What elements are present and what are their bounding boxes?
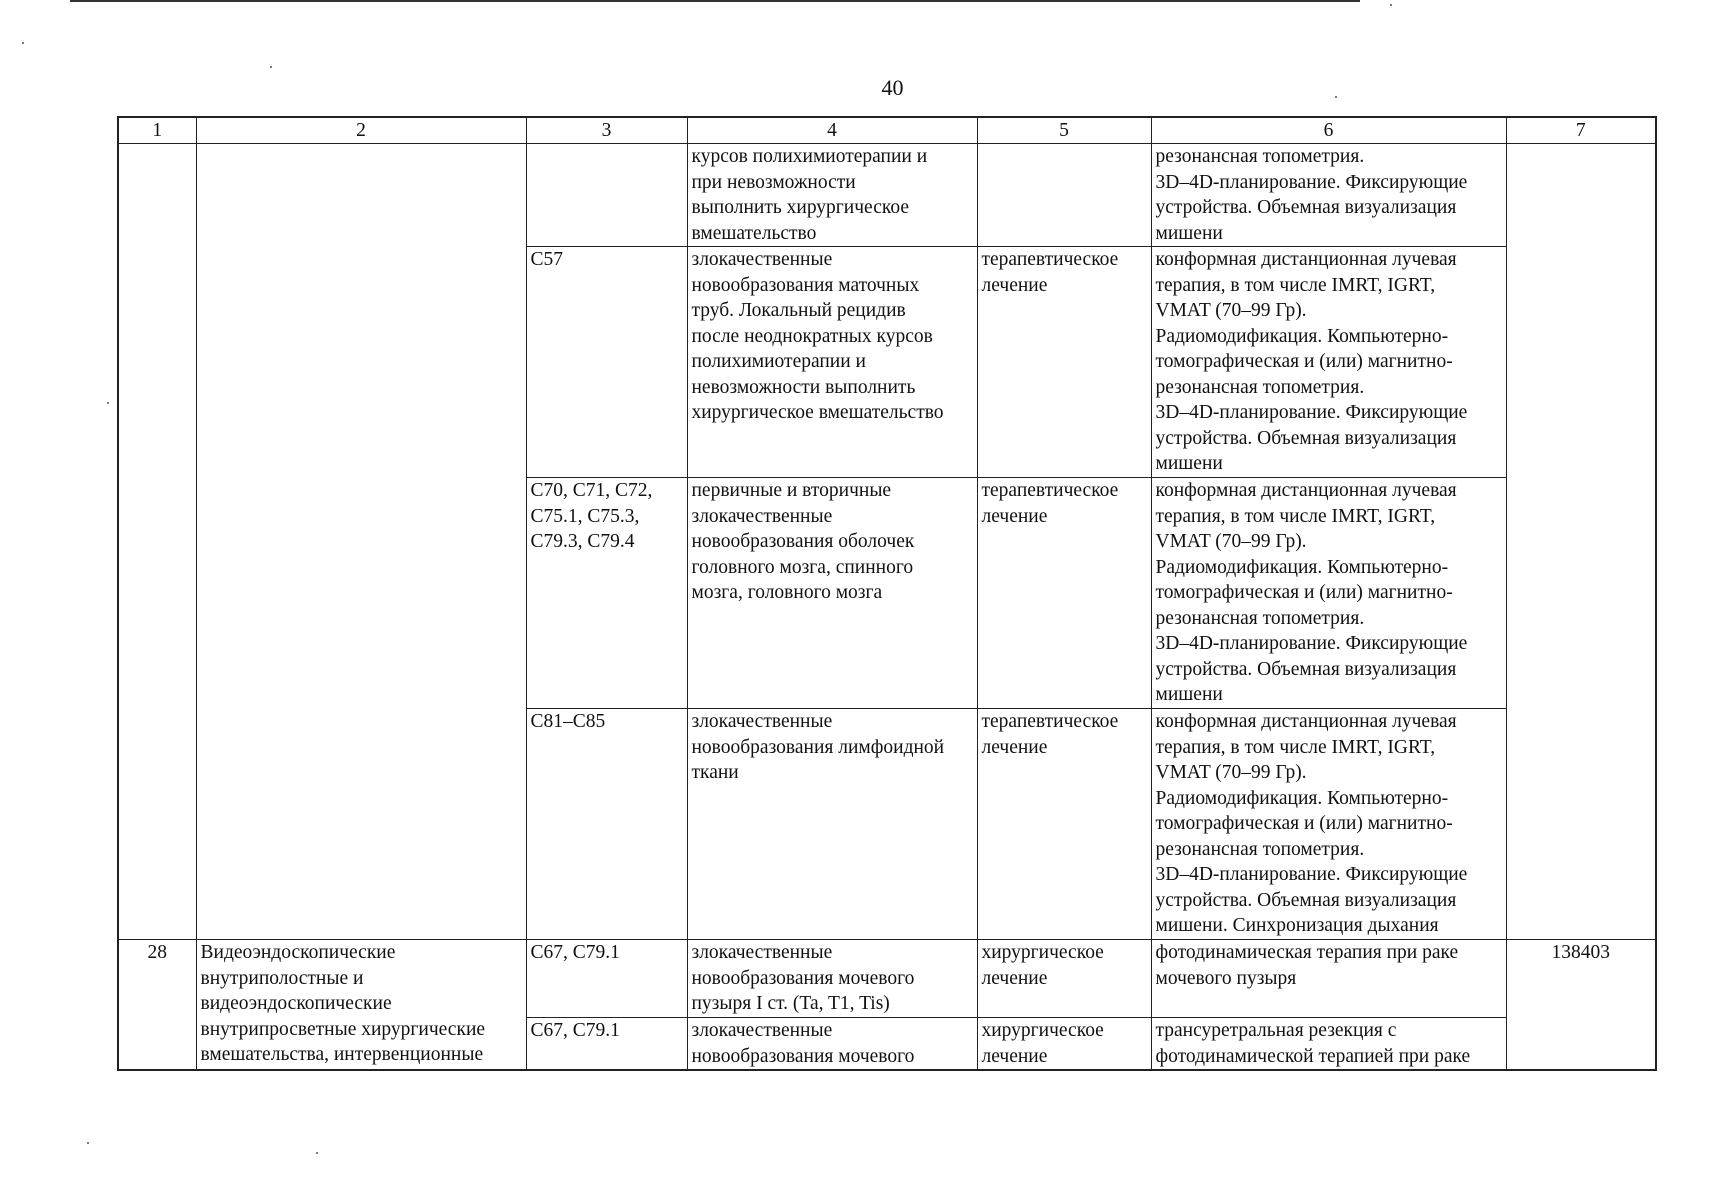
treatment-type-cell: хирургическое лечение <box>977 940 1151 1018</box>
treatment-method-cell: конформная дистанционная лучевая терапия, в том числе IMRT, IGRT, VMAT (70–99 Гр). Радиомодификация. Компьютерно- томографическая и (или) магнитно- резонансная топометрия. 3D–4D-планирование. Фиксирующие устройства. Объемная визуализация мишени. Синхронизация дыхания <box>1151 709 1506 940</box>
intervention-name-cell <box>196 144 526 940</box>
treatment-method-cell: конформная дистанционная лучевая терапия, в том числе IMRT, IGRT, VMAT (70–99 Гр). Радиомодификация. Компьютерно- томографическая и (или) магнитно- резонансная топометрия. 3D–4D-планирование. Фиксирующие устройства. Объемная визуализация мишени <box>1151 247 1506 478</box>
column-number: 3 <box>526 117 687 144</box>
table-row <box>118 144 1656 247</box>
scan-speck <box>87 1142 89 1144</box>
treatment-type-cell: терапевтическое лечение <box>977 247 1151 478</box>
scan-speck <box>1390 4 1392 6</box>
scan-speck <box>107 402 109 404</box>
patient-model-cell: злокачественные новообразования мочевого пузыря I ст. (Ta, T1, Tis) <box>687 940 977 1018</box>
scan-speck <box>270 66 272 68</box>
top-border-line <box>70 0 1360 2</box>
column-number: 4 <box>687 117 977 144</box>
treatment-method-cell: конформная дистанционная лучевая терапия, в том числе IMRT, IGRT, VMAT (70–99 Гр). Радиомодификация. Компьютерно- томографическая и (или) магнитно- резонансная топометрия. 3D–4D-планирование. Фиксирующие устройства. Объемная визуализация мишени <box>1151 478 1506 709</box>
scan-speck <box>22 42 24 44</box>
patient-model-cell: злокачественные новообразования маточных труб. Локальный рецидив после неоднократных курсов полихимиотерапии и невозможности выполнить хирургическое вмешательство <box>687 247 977 478</box>
table-row <box>118 940 1656 1018</box>
treatment-type-cell: терапевтическое лечение <box>977 478 1151 709</box>
column-number-row <box>118 117 1656 144</box>
treatment-type-cell <box>977 144 1151 247</box>
treatment-method-cell: фотодинамическая терапия при раке мочевого пузыря <box>1151 940 1506 1018</box>
treatment-method-cell: резонансная топометрия. 3D–4D-планирование. Фиксирующие устройства. Объемная визуализация мишени <box>1151 144 1506 247</box>
column-number: 5 <box>977 117 1151 144</box>
cost-cell <box>1506 144 1656 940</box>
icd-codes-cell: C81–C85 <box>526 709 687 940</box>
icd-codes-cell: C57 <box>526 247 687 478</box>
medical-care-table <box>117 116 1657 1071</box>
cost-cell: 138403 <box>1506 940 1656 1071</box>
patient-model-cell: первичные и вторичные злокачественные новообразования оболочек головного мозга, спинного мозга, головного мозга <box>687 478 977 709</box>
scan-speck <box>316 1152 318 1154</box>
column-number: 7 <box>1506 117 1656 144</box>
treatment-type-cell: хирургическое лечение <box>977 1018 1151 1071</box>
column-number: 6 <box>1151 117 1506 144</box>
intervention-name-cell: Видеоэндоскопические внутриполостные и видеоэндоскопические внутрипросветные хирургические вмешательства, интервенционные <box>196 940 526 1071</box>
patient-model-cell: курсов полихимиотерапии и при невозможности выполнить хирургическое вмешательство <box>687 144 977 247</box>
icd-codes-cell: C67, C79.1 <box>526 1018 687 1071</box>
icd-codes-cell <box>526 144 687 247</box>
treatment-method-cell: трансуретральная резекция с фотодинамической терапией при раке <box>1151 1018 1506 1071</box>
patient-model-cell: злокачественные новообразования лимфоидной ткани <box>687 709 977 940</box>
row-number-cell: 28 <box>118 940 196 1071</box>
patient-model-cell: злокачественные новообразования мочевого <box>687 1018 977 1071</box>
row-number-cell <box>118 144 196 940</box>
treatment-type-cell: терапевтическое лечение <box>977 709 1151 940</box>
page-number: 40 <box>881 75 904 100</box>
icd-codes-cell: C67, C79.1 <box>526 940 687 1018</box>
column-number: 1 <box>118 117 196 144</box>
icd-codes-cell: C70, C71, C72, C75.1, C75.3, C79.3, C79.4 <box>526 478 687 709</box>
column-number: 2 <box>196 117 526 144</box>
